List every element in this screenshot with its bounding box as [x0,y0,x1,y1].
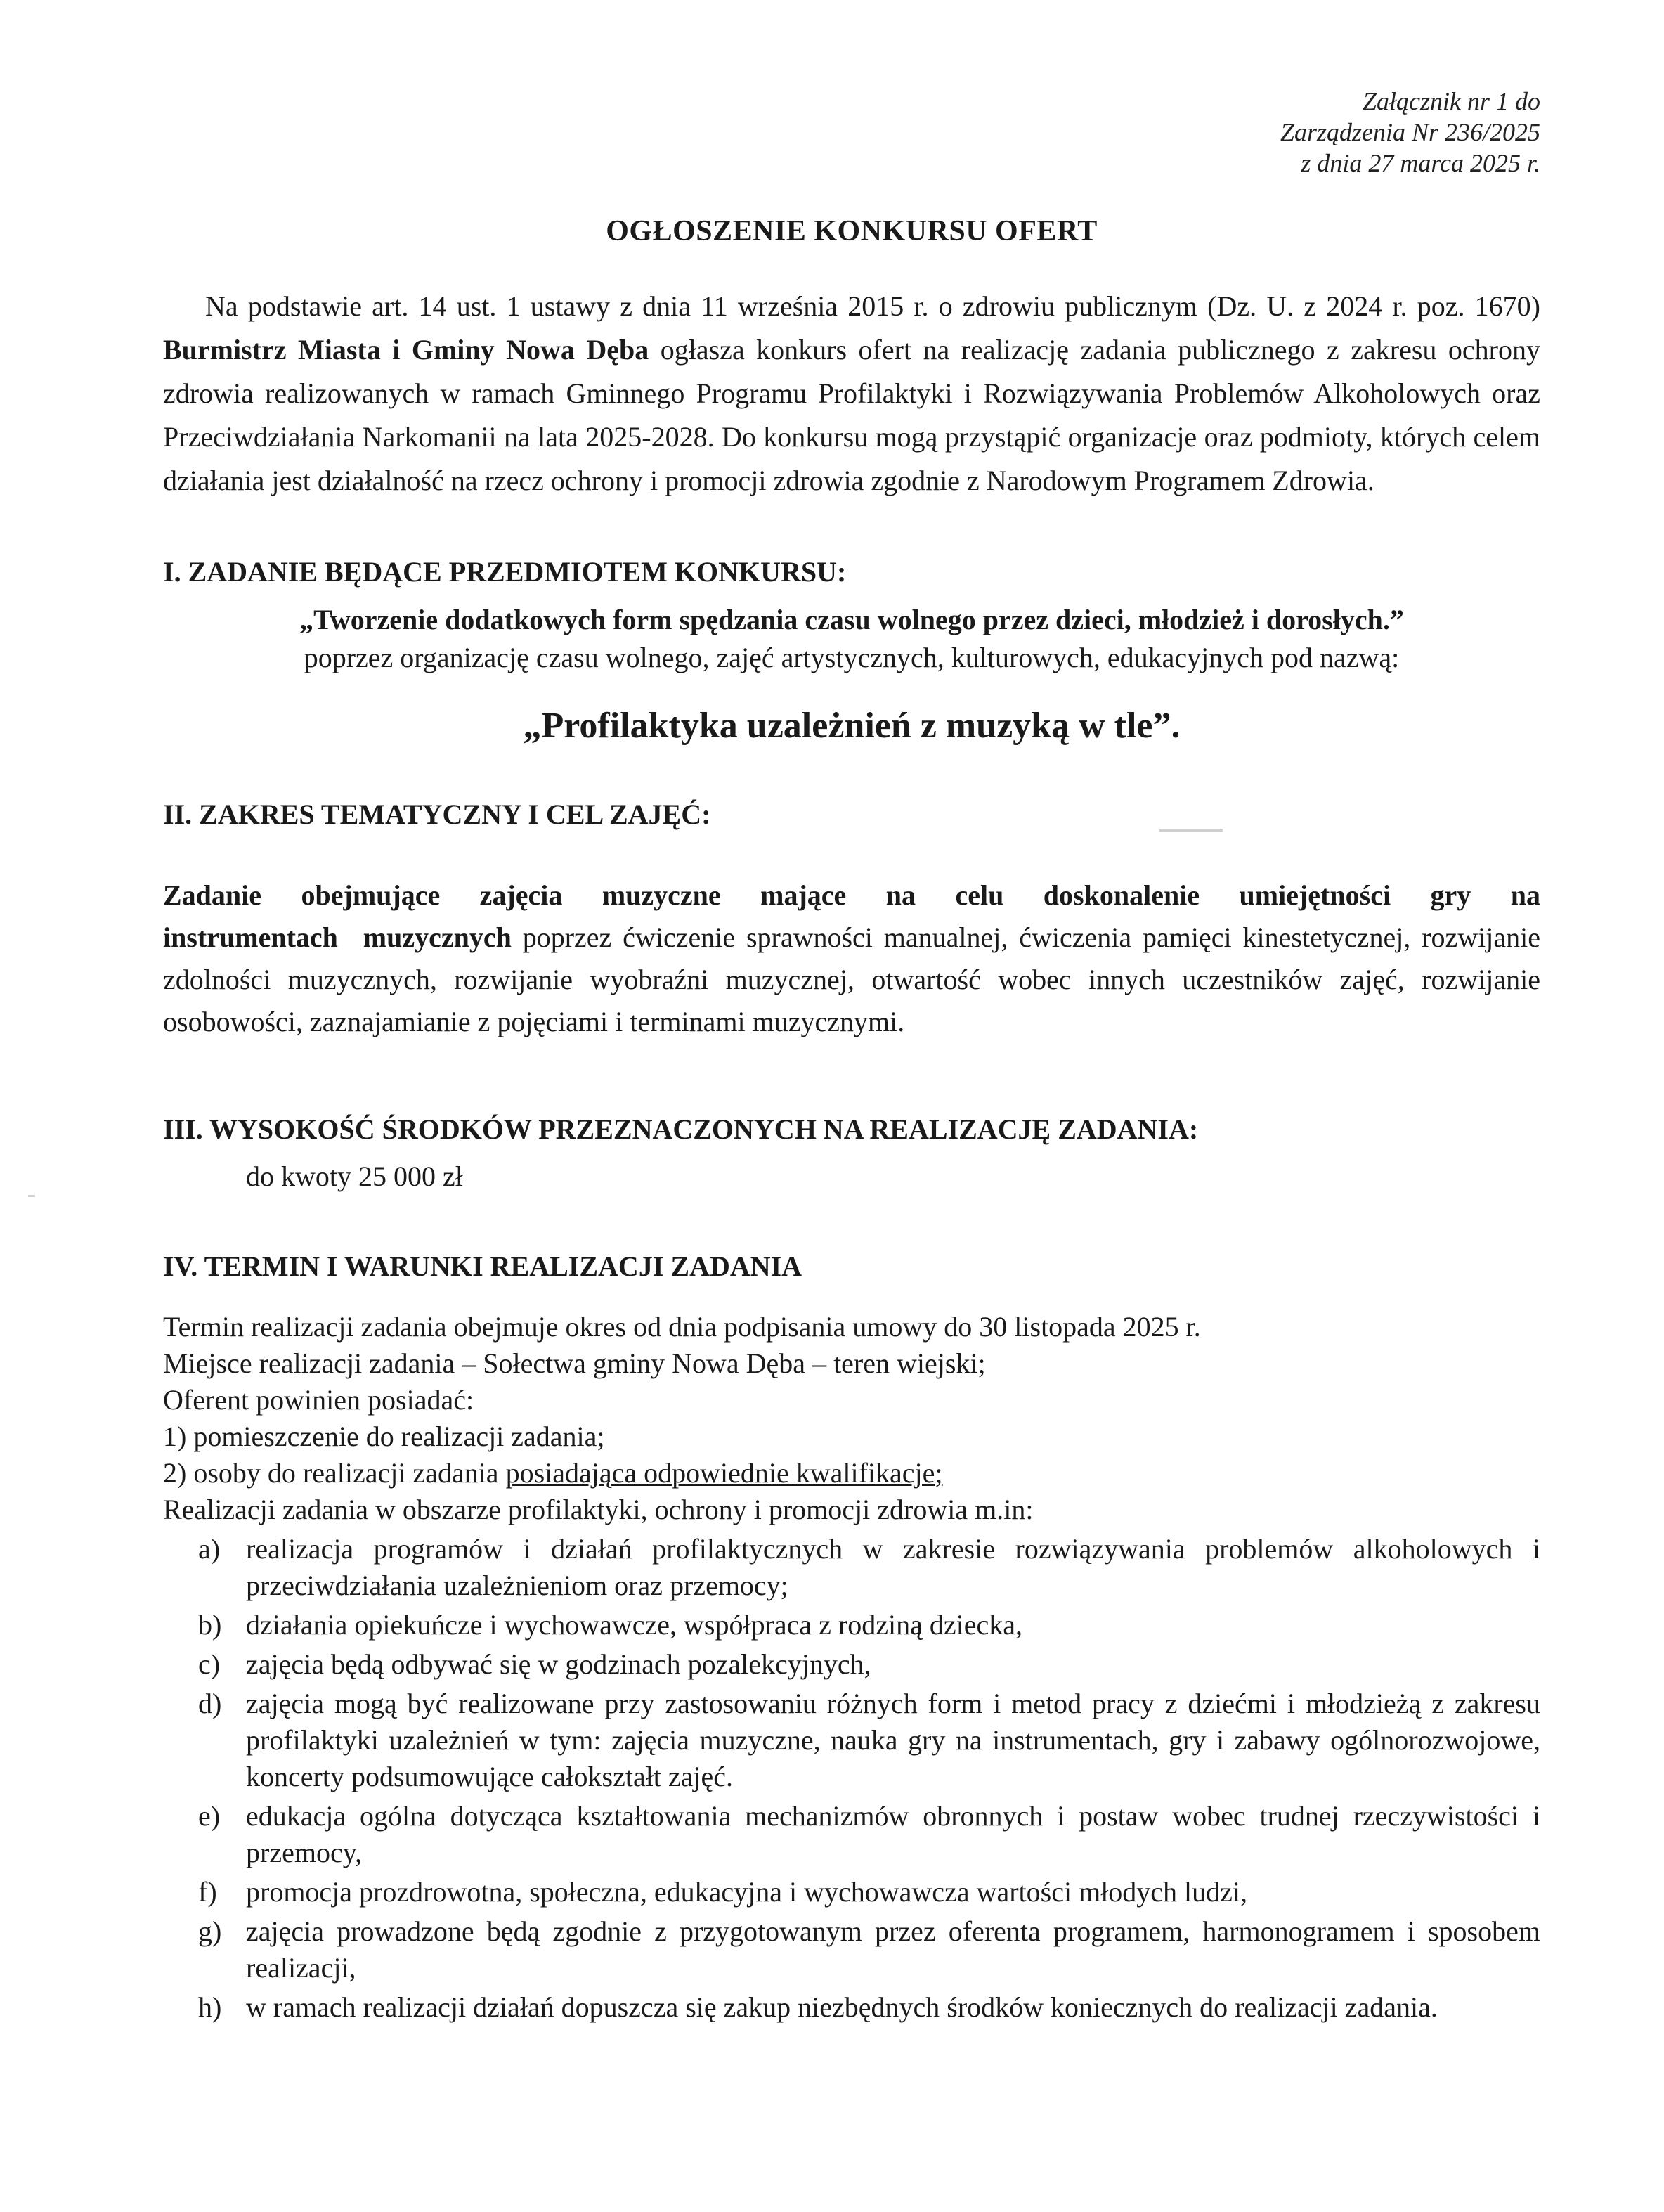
section-1-heading: I. ZADANIE BĘDĄCE PRZEDMIOTEM KONKURSU: [163,556,847,588]
list-item-text: w ramach realizacji działań dopuszcza się zakup niezbędnych środków koniecznych do realizacji zadania. [246,1991,1438,2023]
list-item [163,1531,1540,1604]
scope-bold-text: Zadanie obejmujące zajęcia muzyczne mające na celu doskonalenie umiejętności gry na instrumentach muzycznych [163,879,1540,953]
list-marker: a) [198,1533,221,1565]
list-marker: b) [198,1609,222,1641]
list-item [163,1874,1540,1910]
scope-paragraph [163,874,1540,1043]
task-name: „Profilaktyka uzależnień z muzyką w tle”. [523,706,1181,746]
list-item-text: realizacja programów i działań profilaktycznych w zakresie rozwiązywania problemów alkoholowych i przeciwdziałania uzależnieniom oraz przemocy; [246,1533,1540,1601]
intro-authority: Burmistrz Miasta i Gminy Nowa Dęba [163,334,649,366]
list-item [163,1607,1540,1643]
scope-text: poprzez ćwiczenie sprawności manualnej, ćwiczenia pamięci kinestetycznej, rozwijanie zdolności muzycznych, rozwijanie wyobraźni muzycznej, otwartość wobec innych uczestników zajęć, rozwijanie osobowości, zaznajamianie z pojęciami i terminami muzycznymi. [163,921,1540,1037]
intro-text-1: Na podstawie art. 14 ust. 1 ustawy z dnia 11 września 2015 r. o zdrowiu publicznym (Dz. U. z 2024 r. poz. 1670) [205,290,1540,322]
requirement-1: 1) pomieszczenie do realizacji zadania; [163,1421,605,1452]
place-line: Miejsce realizacji zadania – Sołectwa gminy Nowa Dęba – teren wiejski; [163,1347,986,1379]
list-marker: e) [198,1800,221,1832]
list-item-text: zajęcia będą odbywać się w godzinach pozalekcyjnych, [246,1648,871,1680]
list-item [163,1989,1540,2026]
term-line: Termin realizacji zadania obejmuje okres od dnia podpisania umowy do 30 listopada 2025 r. [163,1311,1201,1343]
list-marker: c) [198,1648,221,1680]
list-marker: g) [198,1915,222,1947]
list-marker: d) [198,1688,222,1719]
attachment-line-1: Załącznik nr 1 do [1362,87,1540,115]
attachment-line-3: z dnia 27 marca 2025 r. [1301,149,1540,177]
list-item-text: zajęcia prowadzone będą zgodnie z przygotowanym przez oferenta programem, harmonogramem i sposobem realizacji, [246,1915,1540,1984]
activities-list [163,1531,1540,2026]
list-item-text: promocja prozdrowotna, społeczna, edukacyjna i wychowawcza wartości młodych ludzi, [246,1876,1248,1908]
list-marker: f) [198,1876,217,1908]
scope-intro-line: Realizacji zadania w obszarze profilaktyki, ochrony i promocji zdrowia m.in: [163,1494,1034,1525]
list-item [163,1686,1540,1795]
document-title: OGŁOSZENIE KONKURSU OFERT [606,215,1098,247]
list-item [163,1798,1540,1871]
funding-amount: do kwoty 25 000 zł [246,1160,463,1192]
section-3-heading: III. WYSOKOŚĆ ŚRODKÓW PRZEZNACZONYCH NA REALIZACJĘ ZADANIA: [163,1113,1199,1145]
list-item [163,1646,1540,1683]
requirement-2 [163,1455,1540,1492]
attachment-note [1048,86,1540,179]
list-item-text: działania opiekuńcze i wychowawcze, współpraca z rodziną dziecka, [246,1609,1022,1641]
attachment-line-2: Zarządzenia Nr 236/2025 [1280,118,1540,146]
task-title: „Tworzenie dodatkowych form spędzania czasu wolnego przez dzieci, młodzież i dorosłych.” [299,604,1404,635]
list-marker: h) [198,1991,222,2023]
task-subtitle: poprzez organizację czasu wolnego, zajęć artystycznych, kulturowych, edukacyjnych pod nazwą: [304,642,1400,673]
list-item [163,1913,1540,1986]
requirement-2-text: 2) osoby do realizacji zadania [163,1457,506,1489]
scan-artifact [28,1195,35,1197]
section-2-heading: II. ZAKRES TEMATYCZNY I CEL ZAJĘĆ: [163,798,711,830]
offerer-line: Oferent powinien posiadać: [163,1384,474,1416]
list-item-text: zajęcia mogą być realizowane przy zastosowaniu różnych form i metod pracy z dziećmi i młodzieżą z zakresu profilaktyki uzależnień w tym: zajęcia muzyczne, nauka gry na instrumentach, gry i zabawy ogólnorozwojowe, koncerty podsumowujące całokształt zajęć. [246,1688,1540,1792]
terms-block [163,1309,1540,2029]
list-item-text: edukacja ogólna dotycząca kształtowania mechanizmów obronnych i postaw wobec trudnej rzeczywistości i przemocy, [246,1800,1540,1868]
scan-artifact [1159,829,1223,832]
section-4-heading: IV. TERMIN I WARUNKI REALIZACJI ZADANIA [163,1250,802,1282]
intro-text-2: ogłasza konkurs ofert na realizację zadania publicznego z zakresu ochrony zdrowia realizowanych w ramach Gminnego Programu Profilaktyki i Rozwiązywania Problemów Alkoholowych oraz Przeciwdziałania Narkomanii na lata 2025-2028. Do konkursu mogą przystąpić organizacje oraz podmioty, których celem działania jest działalność na rzecz ochrony i promocji zdrowia zgodnie z Narodowym Programem Zdrowia. [163,334,1540,496]
requirement-2-underlined: posiadająca odpowiednie kwalifikacje; [505,1457,943,1489]
intro-paragraph [163,285,1540,503]
